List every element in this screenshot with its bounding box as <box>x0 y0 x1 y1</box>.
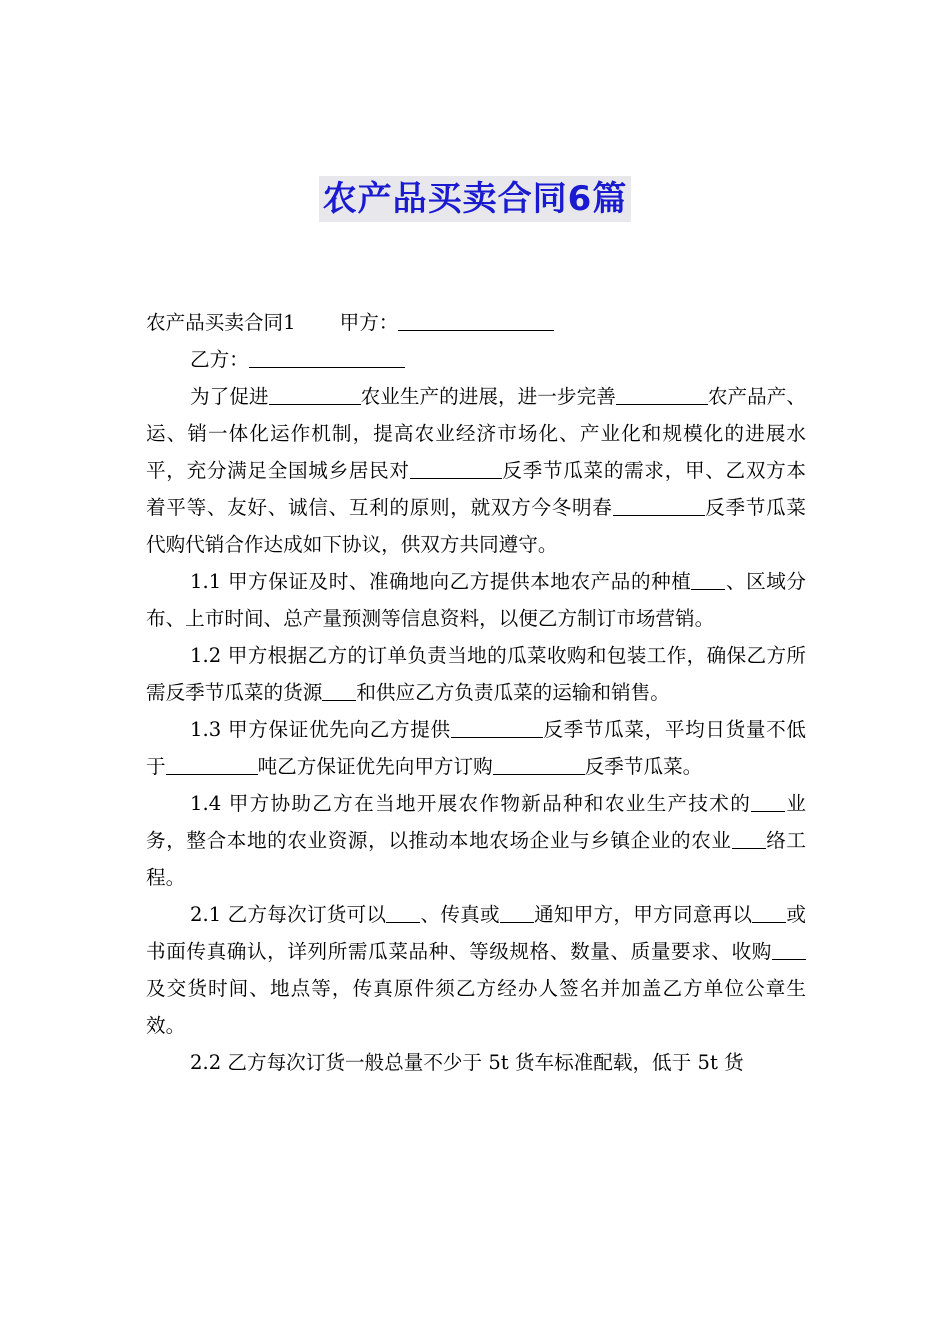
text-segment: 通知甲方，甲方同意再以 <box>533 903 753 926</box>
paragraph-intro <box>146 378 806 563</box>
blank-field <box>269 380 361 405</box>
text-segment: 吨乙方保证优先向甲方订购 <box>257 755 493 778</box>
text-segment: 及交货时间、地点等，传真原件须乙方经办人签名并加盖乙方单位公章生效。 <box>146 977 806 1037</box>
text-segment: 1.3 甲方保证优先向乙方提供 <box>190 718 451 741</box>
blank-field <box>322 676 356 701</box>
blank-field <box>772 935 806 960</box>
party-a-label: 甲方： <box>339 311 399 334</box>
document-body <box>146 304 806 1081</box>
text-segment: 反季节瓜菜的需求，甲、乙双方本着平等、友好、诚信、互利的原则，就双方今冬明春 <box>146 459 807 519</box>
party-b-blank <box>249 343 405 368</box>
text-segment: 、传真或 <box>420 903 500 926</box>
text-segment: 络工程。 <box>146 829 807 889</box>
blank-field <box>500 898 534 923</box>
text-segment: 2.2 乙方每次订货一般总量不少于 5t 货车标准配载，低于 5t 货 <box>190 1051 744 1074</box>
title-container <box>0 176 950 222</box>
text-segment: 农产品产、运、销一体化运作机制，提高农业经济市场化、产业化和规模化的进展水平，充分满足全国城乡居民对 <box>146 385 807 482</box>
clause-1-4 <box>146 785 806 896</box>
blank-field <box>613 491 705 516</box>
clause-1-3 <box>146 711 806 785</box>
clause-2-2 <box>146 1044 806 1081</box>
header-line <box>146 304 806 341</box>
text-segment: 农业生产的进展，进一步完善 <box>360 385 616 408</box>
text-segment: 1.4 甲方协助乙方在当地开展农作物新品种和农业生产技术的 <box>190 792 752 815</box>
document-title: 农产品买卖合同6篇 <box>319 176 632 222</box>
party-b-line <box>146 341 806 378</box>
blank-field <box>752 898 786 923</box>
party-b-label: 乙方： <box>190 348 249 371</box>
blank-field <box>616 380 708 405</box>
text-segment: 反季节瓜菜代购代销合作达成如下协议，供双方共同遵守。 <box>146 496 807 556</box>
blank-field <box>732 824 766 849</box>
text-segment: 1.1 甲方保证及时、准确地向乙方提供本地农产品的种植 <box>190 570 692 593</box>
clause-1-2 <box>146 637 806 711</box>
clause-1-1 <box>146 563 806 637</box>
blank-field <box>166 750 258 775</box>
blank-field <box>410 454 502 479</box>
blank-field <box>386 898 420 923</box>
clause-2-1 <box>146 896 806 1044</box>
blank-field <box>493 750 585 775</box>
blank-field <box>451 713 543 738</box>
text-segment: 和供应乙方负责瓜菜的运输和销售。 <box>356 681 670 704</box>
text-segment: 、区域分布、上市时间、总产量预测等信息资料，以便乙方制订市场营销。 <box>146 570 807 630</box>
text-segment: 反季节瓜菜。 <box>584 755 703 778</box>
text-segment: 1.2 甲方根据乙方的订单负责当地的瓜菜收购和包装工作，确保乙方所需反季节瓜菜的货源 <box>146 644 806 704</box>
text-segment: 业务，整合本地的农业资源，以推动本地农场企业与乡镇企业的农业 <box>146 792 807 852</box>
contract-number: 农产品买卖合同1 <box>146 311 296 334</box>
party-a-blank <box>398 306 554 331</box>
blank-field <box>691 565 725 590</box>
text-segment: 2.1 乙方每次订货可以 <box>190 903 387 926</box>
text-segment: 或书面传真确认，详列所需瓜菜品种、等级规格、数量、质量要求、收购 <box>146 903 807 963</box>
text-segment: 反季节瓜菜，平均日货量不低于 <box>146 718 807 778</box>
blank-field <box>751 787 785 812</box>
text-segment: 为了促进 <box>190 385 269 408</box>
